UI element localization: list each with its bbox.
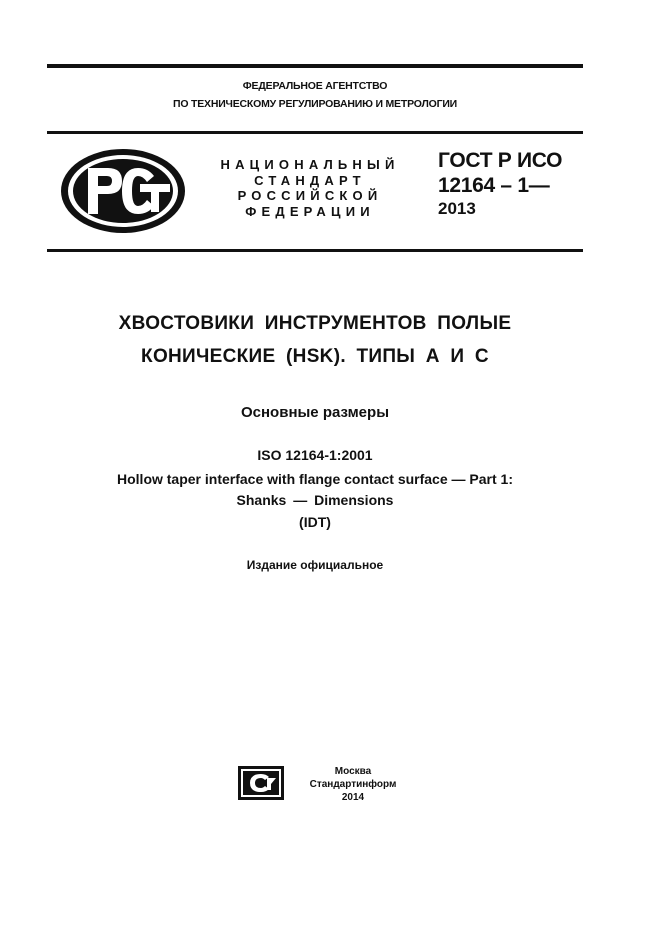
gost-line-1: ГОСТ Р ИСО (438, 149, 563, 172)
imprint-year: 2014 (341, 792, 365, 803)
national-line-4: ФЕДЕРАЦИИ (245, 203, 375, 219)
document-subtitle: Основные размеры (240, 404, 389, 421)
top-rule (47, 64, 583, 68)
national-line-3: РОССИЙСКОЙ (237, 188, 383, 203)
iso-title-line-2: Shanks — Dimensions (236, 492, 394, 508)
agency-line-2: ПО ТЕХНИЧЕСКОМУ РЕГУЛИРОВАНИЮ И МЕТРОЛОГИИ (172, 98, 458, 110)
edition-label: Издание официальное (246, 558, 384, 572)
bottom-rule (47, 249, 583, 252)
agency-line-1: ФЕДЕРАЛЬНОЕ АГЕНТСТВО (242, 80, 388, 92)
standartinform-logo-icon (238, 766, 284, 800)
imprint-publisher: Стандартинформ (309, 779, 397, 790)
national-line-2: СТАНДАРТ (254, 172, 366, 188)
gost-designation (438, 148, 562, 220)
imprint-city: Москва (334, 766, 372, 777)
national-line-1: НАЦИОНАЛЬНЫЙ (220, 157, 400, 172)
document-title-line-1: ХВОСТОВИКИ ИНСТРУМЕНТОВ ПОЛЫЕ (118, 313, 512, 334)
gost-line-2: 12164 – 1— (438, 174, 550, 197)
iso-degree: (IDT) (299, 514, 331, 530)
document-title-line-2: КОНИЧЕСКИЕ (HSK). ТИПЫ А И С (141, 346, 489, 367)
imprint (307, 765, 399, 804)
iso-number: ISO 12164-1:2001 (257, 447, 373, 463)
middle-rule (47, 131, 583, 134)
rst-logo-icon (58, 146, 188, 236)
iso-title-line-1: Hollow taper interface with flange contact surface — Part 1: (117, 471, 513, 487)
gost-year: 2013 (438, 199, 476, 218)
national-standard-label (205, 157, 415, 219)
